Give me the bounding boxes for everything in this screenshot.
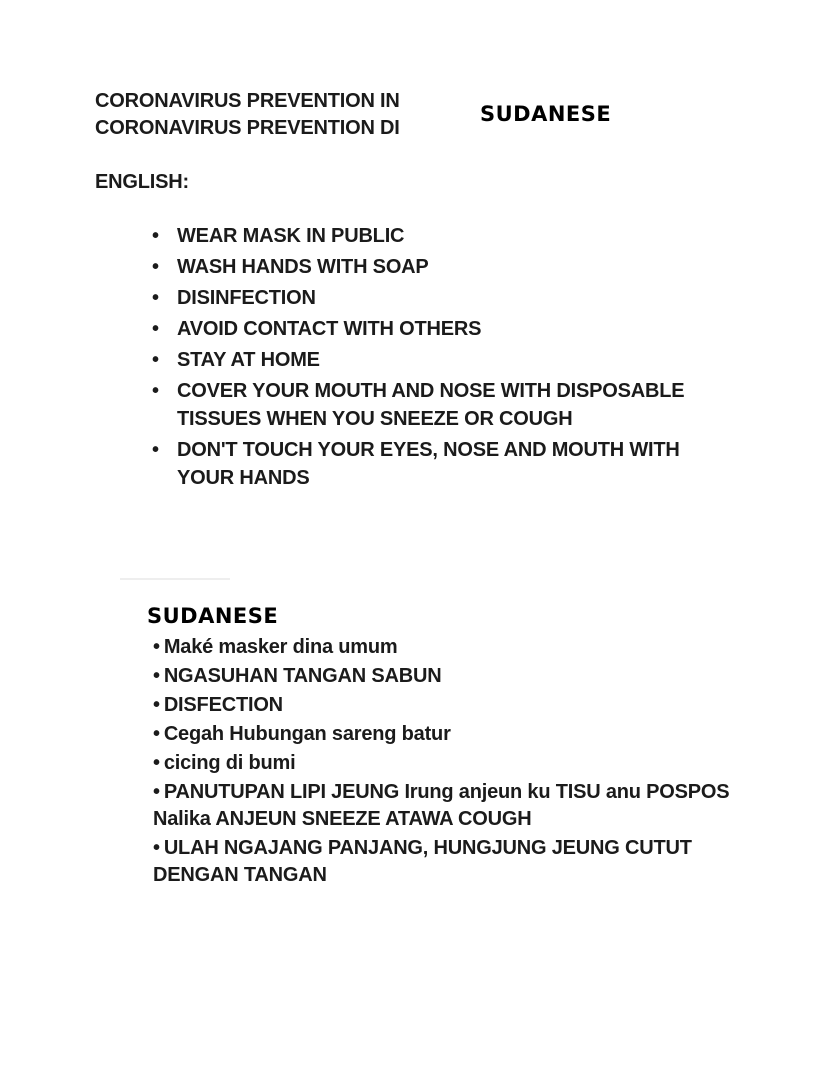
list-item-text: DISINFECTION [177, 287, 316, 309]
bullet-icon: • [152, 318, 159, 340]
bullet-icon: • [152, 349, 159, 371]
list-item [150, 315, 710, 343]
list-item [150, 253, 710, 281]
english-section-label: ENGLISH: [95, 171, 189, 193]
list-item [153, 634, 733, 661]
list-item [150, 436, 710, 492]
list-item [150, 284, 710, 312]
list-item-text: Maké masker dina umum [163, 636, 398, 658]
bullet-icon: • [153, 723, 160, 745]
english-prevention-list [150, 222, 710, 495]
list-item-text: DISFECTION [163, 694, 283, 716]
bullet-icon: • [153, 781, 160, 803]
sudanese-prevention-list [153, 634, 733, 891]
list-item-text: COVER YOUR MOUTH AND NOSE WITH DISPOSABLE TISSUES WHEN YOU SNEEZE OR COUGH [177, 380, 685, 430]
bullet-icon: • [152, 380, 159, 402]
bullet-icon: • [153, 665, 160, 687]
list-item-text: ULAH NGAJANG PANJANG, HUNGJUNG JEUNG CUTUT DENGAN TANGAN [153, 837, 692, 886]
list-item-text: WEAR MASK IN PUBLIC [177, 225, 405, 247]
bullet-icon: • [152, 256, 159, 278]
title-overlay-label: SUDANESE [480, 102, 612, 126]
bullet-icon: • [152, 287, 159, 309]
bullet-icon: • [153, 837, 160, 859]
list-item [153, 750, 733, 777]
list-item [153, 779, 733, 833]
bullet-icon: • [153, 694, 160, 716]
bullet-icon: • [152, 439, 159, 461]
bullet-icon: • [153, 752, 160, 774]
list-item [153, 692, 733, 719]
list-item-text: AVOID CONTACT WITH OTHERS [177, 318, 482, 340]
bullet-icon: • [152, 225, 159, 247]
title-line-1: CORONAVIRUS PREVENTION IN [95, 90, 400, 112]
list-item-text: PANUTUPAN LIPI JEUNG Irung anjeun ku TISU anu POSPOS Nalika ANJEUN SNEEZE ATAWA COUGH [153, 781, 730, 830]
list-item [153, 663, 733, 690]
list-item-text: cicing di bumi [163, 752, 296, 774]
list-item [150, 377, 710, 433]
list-item-text: WASH HANDS WITH SOAP [177, 256, 429, 278]
list-item-text: DON'T TOUCH YOUR EYES, NOSE AND MOUTH WITH YOUR HANDS [177, 439, 680, 489]
list-item-text: STAY AT HOME [177, 349, 320, 371]
sudanese-section-label: SUDANESE [147, 604, 279, 628]
list-item [153, 835, 733, 889]
list-item [150, 346, 710, 374]
list-item-text: NGASUHAN TANGAN SABUN [163, 665, 442, 687]
list-item-text: Cegah Hubungan sareng batur [163, 723, 451, 745]
title-line-2: CORONAVIRUS PREVENTION DI [95, 117, 400, 139]
bullet-icon: • [153, 636, 160, 658]
list-item [153, 721, 733, 748]
scan-smudge [120, 578, 230, 580]
list-item [150, 222, 710, 250]
